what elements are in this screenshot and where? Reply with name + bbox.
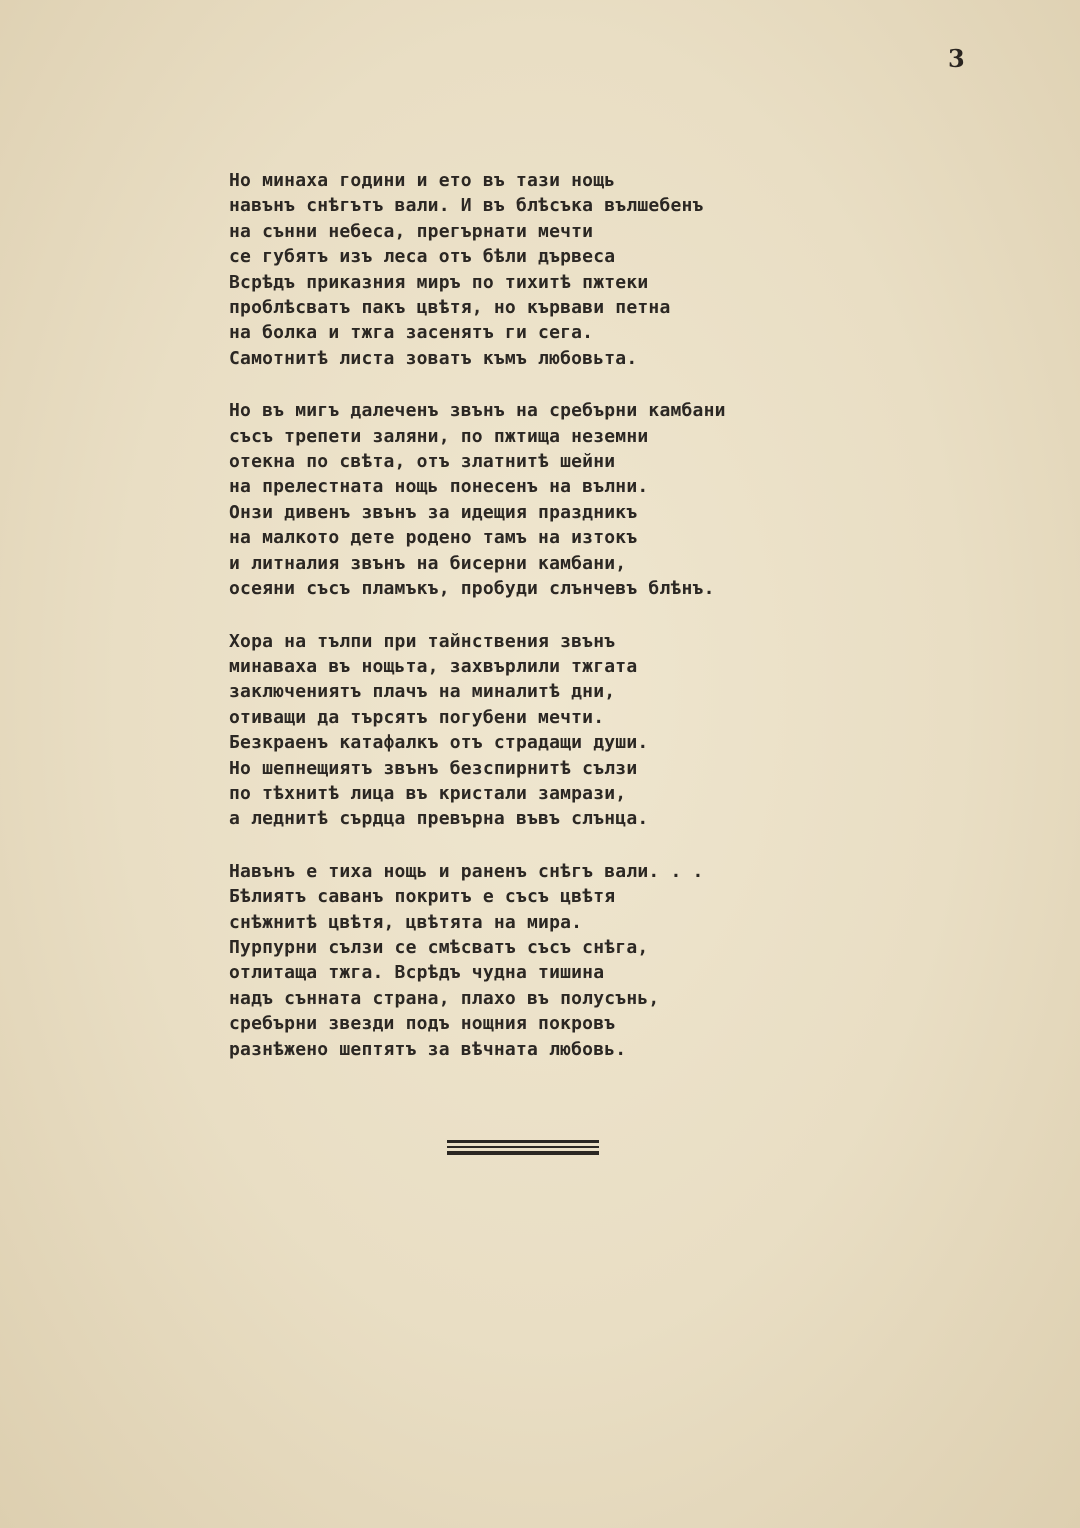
stanza-3 — [229, 629, 869, 832]
stanza-1 — [229, 168, 869, 371]
poem-line: заключениятъ плачъ на миналитѣ дни, — [229, 681, 616, 703]
poem-line: на малкото дете родено тамъ на изтокъ — [229, 527, 638, 549]
poem-line: проблѣсватъ пакъ цвѣтя, но кървави петна — [229, 297, 671, 319]
poem-line: на прелестната нощь понесенъ на вълни. — [229, 476, 649, 498]
poem-line: и литналия звънъ на бисерни камбани, — [229, 552, 627, 574]
poem — [229, 168, 869, 1089]
poem-line: а леднитѣ сърдца превърна въвъ слънца. — [229, 808, 649, 830]
poem-line: Всрѣдъ приказния миръ по тихитѣ пжтеки — [229, 271, 649, 293]
poem-line: на сънни небеса, прегърнати мечти — [229, 220, 594, 242]
poem-line: Но минаха години и ето въ тази нощь — [229, 170, 616, 191]
poem-line: навънъ снѣгътъ вали. И въ блѣсъка вълшебенъ — [229, 195, 704, 217]
poem-line: Но шепнещиятъ звънъ безспирнитѣ сълзи — [229, 757, 638, 779]
poem-line: отиващи да търсятъ погубени мечти. — [229, 706, 605, 728]
poem-line: снѣжнитѣ цвѣтя, цвѣтята на мира. — [229, 911, 583, 933]
divider-rule — [447, 1140, 599, 1143]
poem-line: по тѣхнитѣ лица въ кристали замрази, — [229, 782, 627, 804]
poem-line: Пурпурни сълзи се смѣсватъ съсъ снѣга, — [229, 936, 649, 958]
poem-line: съсъ трепети заляни, по пжтища неземни — [229, 425, 649, 447]
poem-line: осеяни съсъ пламъкъ, пробуди слънчевъ блѣнъ. — [229, 578, 715, 600]
poem-line: надъ сънната страна, плахо въ полусънь, — [229, 987, 660, 1009]
poem-line: Навънъ е тиха нощь и раненъ снѣгъ вали. . . — [229, 860, 704, 882]
poem-line: Хора на тълпи при тайнствения звънъ — [229, 630, 616, 652]
poem-line: минаваха въ нощьта, захвърлили тжгата — [229, 655, 638, 677]
poem-line: се губятъ изъ леса отъ бѣли дървеса — [229, 246, 616, 268]
ornamental-divider — [447, 1140, 599, 1156]
stanza-4 — [229, 859, 869, 1062]
divider-rule — [447, 1151, 599, 1155]
divider-rule — [447, 1146, 599, 1148]
poem-line: Безкраенъ катафалкъ отъ страдащи души. — [229, 732, 649, 754]
poem-line: отлитаща тжга. Всрѣдъ чудна тишина — [229, 962, 605, 984]
stanza-2 — [229, 398, 869, 601]
poem-line: сребърни звезди подъ нощния покровъ — [229, 1013, 616, 1035]
poem-line: Онзи дивенъ звънъ за идещия праздникъ — [229, 501, 638, 523]
poem-line: Самотнитѣ листа зоватъ къмъ любовьта. — [229, 347, 638, 369]
poem-line: Но въ мигъ далеченъ звънъ на сребърни камбани — [229, 400, 726, 422]
poem-line: на болка и тжга засенятъ ги сега. — [229, 322, 594, 344]
poem-line: отекна по свѣта, отъ златнитѣ шейни — [229, 451, 616, 473]
page-number: 3 — [948, 44, 965, 73]
poem-line: Бѣлиятъ саванъ покритъ е съсъ цвѣтя — [229, 886, 616, 908]
poem-line: разнѣжено шептятъ за вѣчната любовь. — [229, 1038, 627, 1060]
